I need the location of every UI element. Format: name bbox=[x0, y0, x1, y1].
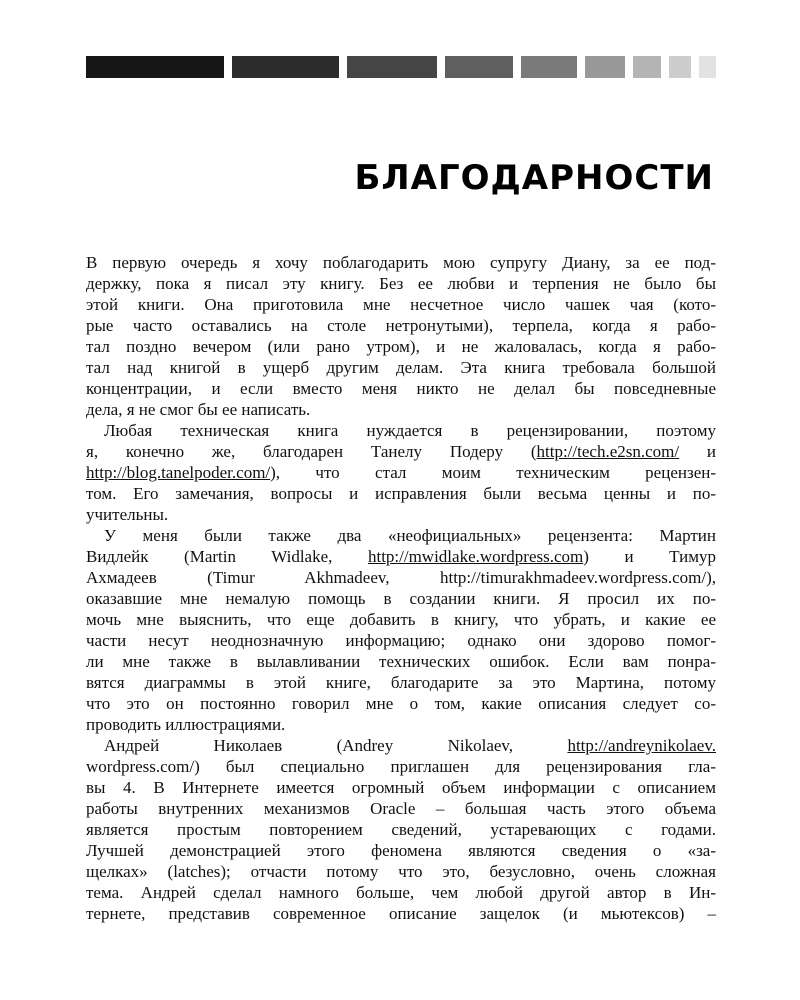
paragraph bbox=[86, 525, 716, 735]
text-line: оказавшие мне немалую помощь в создании книги. Я просил их по- bbox=[86, 589, 716, 608]
text-line: вятся диаграммы в этой книге, благодарите за это Мартина, потому bbox=[86, 673, 716, 692]
paragraph bbox=[86, 735, 716, 924]
text-line: тернете, представив современное описание защелок (и мьютексов) – bbox=[86, 904, 716, 923]
header-bar bbox=[669, 56, 691, 78]
body-text bbox=[86, 252, 716, 924]
text-line-with-link[interactable]: Видлейк (Martin Widlake, http://mwidlake.wordpress.com) и Тимур bbox=[86, 547, 717, 566]
text-line: дела, я не смог бы ее написать. bbox=[86, 400, 311, 419]
paragraph bbox=[86, 420, 716, 525]
header-bar bbox=[445, 56, 513, 78]
text-line: рые часто оставались на столе нетронутыми), терпела, когда я рабо- bbox=[86, 316, 716, 335]
text-line: тал поздно вечером (или рано утром), и не жаловалась, когда я рабо- bbox=[86, 337, 716, 356]
text-line: держку, пока я писал эту книгу. Без ее любви и терпения не было бы bbox=[86, 274, 716, 293]
header-bar bbox=[232, 56, 339, 78]
text-line: проводить иллюстрациями. bbox=[86, 715, 286, 734]
text-line-with-link[interactable]: я, конечно же, благодарен Танелу Подеру (http://tech.e2sn.com/ и bbox=[86, 442, 716, 461]
text-line: вы 4. В Интернете имеется огромный объем информации с описанием bbox=[86, 778, 716, 797]
header-bars bbox=[0, 56, 800, 78]
text-line: Лучшей демонстрацией этого феномена являются сведения о «за- bbox=[86, 841, 716, 860]
text-line: том. Его замечания, вопросы и исправления были весьма ценны и по- bbox=[86, 484, 716, 503]
text-line-with-link[interactable]: Андрей Николаев (Andrey Nikolaev, http://andreynikolaev. bbox=[104, 736, 716, 755]
text-line: щелках» (latches); отчасти потому что это, безусловно, очень сложная bbox=[86, 862, 716, 881]
text-line: концентрации, и если вместо меня никто не делал бы повседневные bbox=[86, 379, 716, 398]
text-line: В первую очередь я хочу поблагодарить мою супругу Диану, за ее под- bbox=[86, 253, 716, 272]
text-line: Ахмадеев (Timur Akhmadeev, http://timurakhmadeev.wordpress.com/), bbox=[86, 568, 716, 587]
text-line: что это он постоянно говорил мне о том, какие описания следует со- bbox=[86, 694, 716, 713]
text-line: тема. Андрей сделал намного больше, чем любой другой автор в Ин- bbox=[86, 883, 716, 902]
header-bar bbox=[699, 56, 716, 78]
header-bar bbox=[347, 56, 437, 78]
header-bar bbox=[521, 56, 577, 78]
text-line: работы внутренних механизмов Oracle – большая часть этого объема bbox=[86, 799, 716, 818]
url-link[interactable]: http://blog.tanelpoder.com/ bbox=[86, 463, 271, 482]
text-line: является простым повторением сведений, устаревающих с годами. bbox=[86, 820, 716, 839]
text-line: тал над книгой в ущерб другим делам. Эта книга требовала большой bbox=[86, 358, 716, 377]
header-bar bbox=[633, 56, 661, 78]
text-line-with-link[interactable]: wordpress.com/) был специально приглашен для рецензирования гла- bbox=[86, 757, 716, 776]
url-link[interactable]: http://mwidlake.wordpress.com bbox=[367, 547, 584, 566]
text-line: части несут неоднозначную информацию; однако они здорово помог- bbox=[86, 631, 716, 650]
text-line: этой книги. Она приготовила мне несчетное число чашек чая (кото- bbox=[86, 295, 716, 314]
url-link[interactable]: http://tech.e2sn.com/ bbox=[536, 442, 680, 461]
page-title: БЛАГОДАРНОСТИ bbox=[354, 158, 714, 198]
text-line: Любая техническая книга нуждается в рецензировании, поэтому bbox=[104, 421, 716, 440]
text-line: учительны. bbox=[86, 505, 169, 524]
text-line: ли мне также в вылавливании технических ошибок. Если вам понра- bbox=[86, 652, 716, 671]
text-line: У меня были также два «неофициальных» рецензента: Мартин bbox=[104, 526, 716, 545]
text-line-with-link[interactable]: http://blog.tanelpoder.com/), что стал моим техническим рецензен- bbox=[86, 463, 716, 482]
text-line: мочь мне выяснить, что еще добавить в книгу, что убрать, и какие ее bbox=[86, 610, 716, 629]
url-link[interactable]: http://andreynikolaev. bbox=[567, 736, 716, 755]
header-bar bbox=[86, 56, 224, 78]
paragraph bbox=[86, 252, 716, 420]
header-bar bbox=[585, 56, 625, 78]
